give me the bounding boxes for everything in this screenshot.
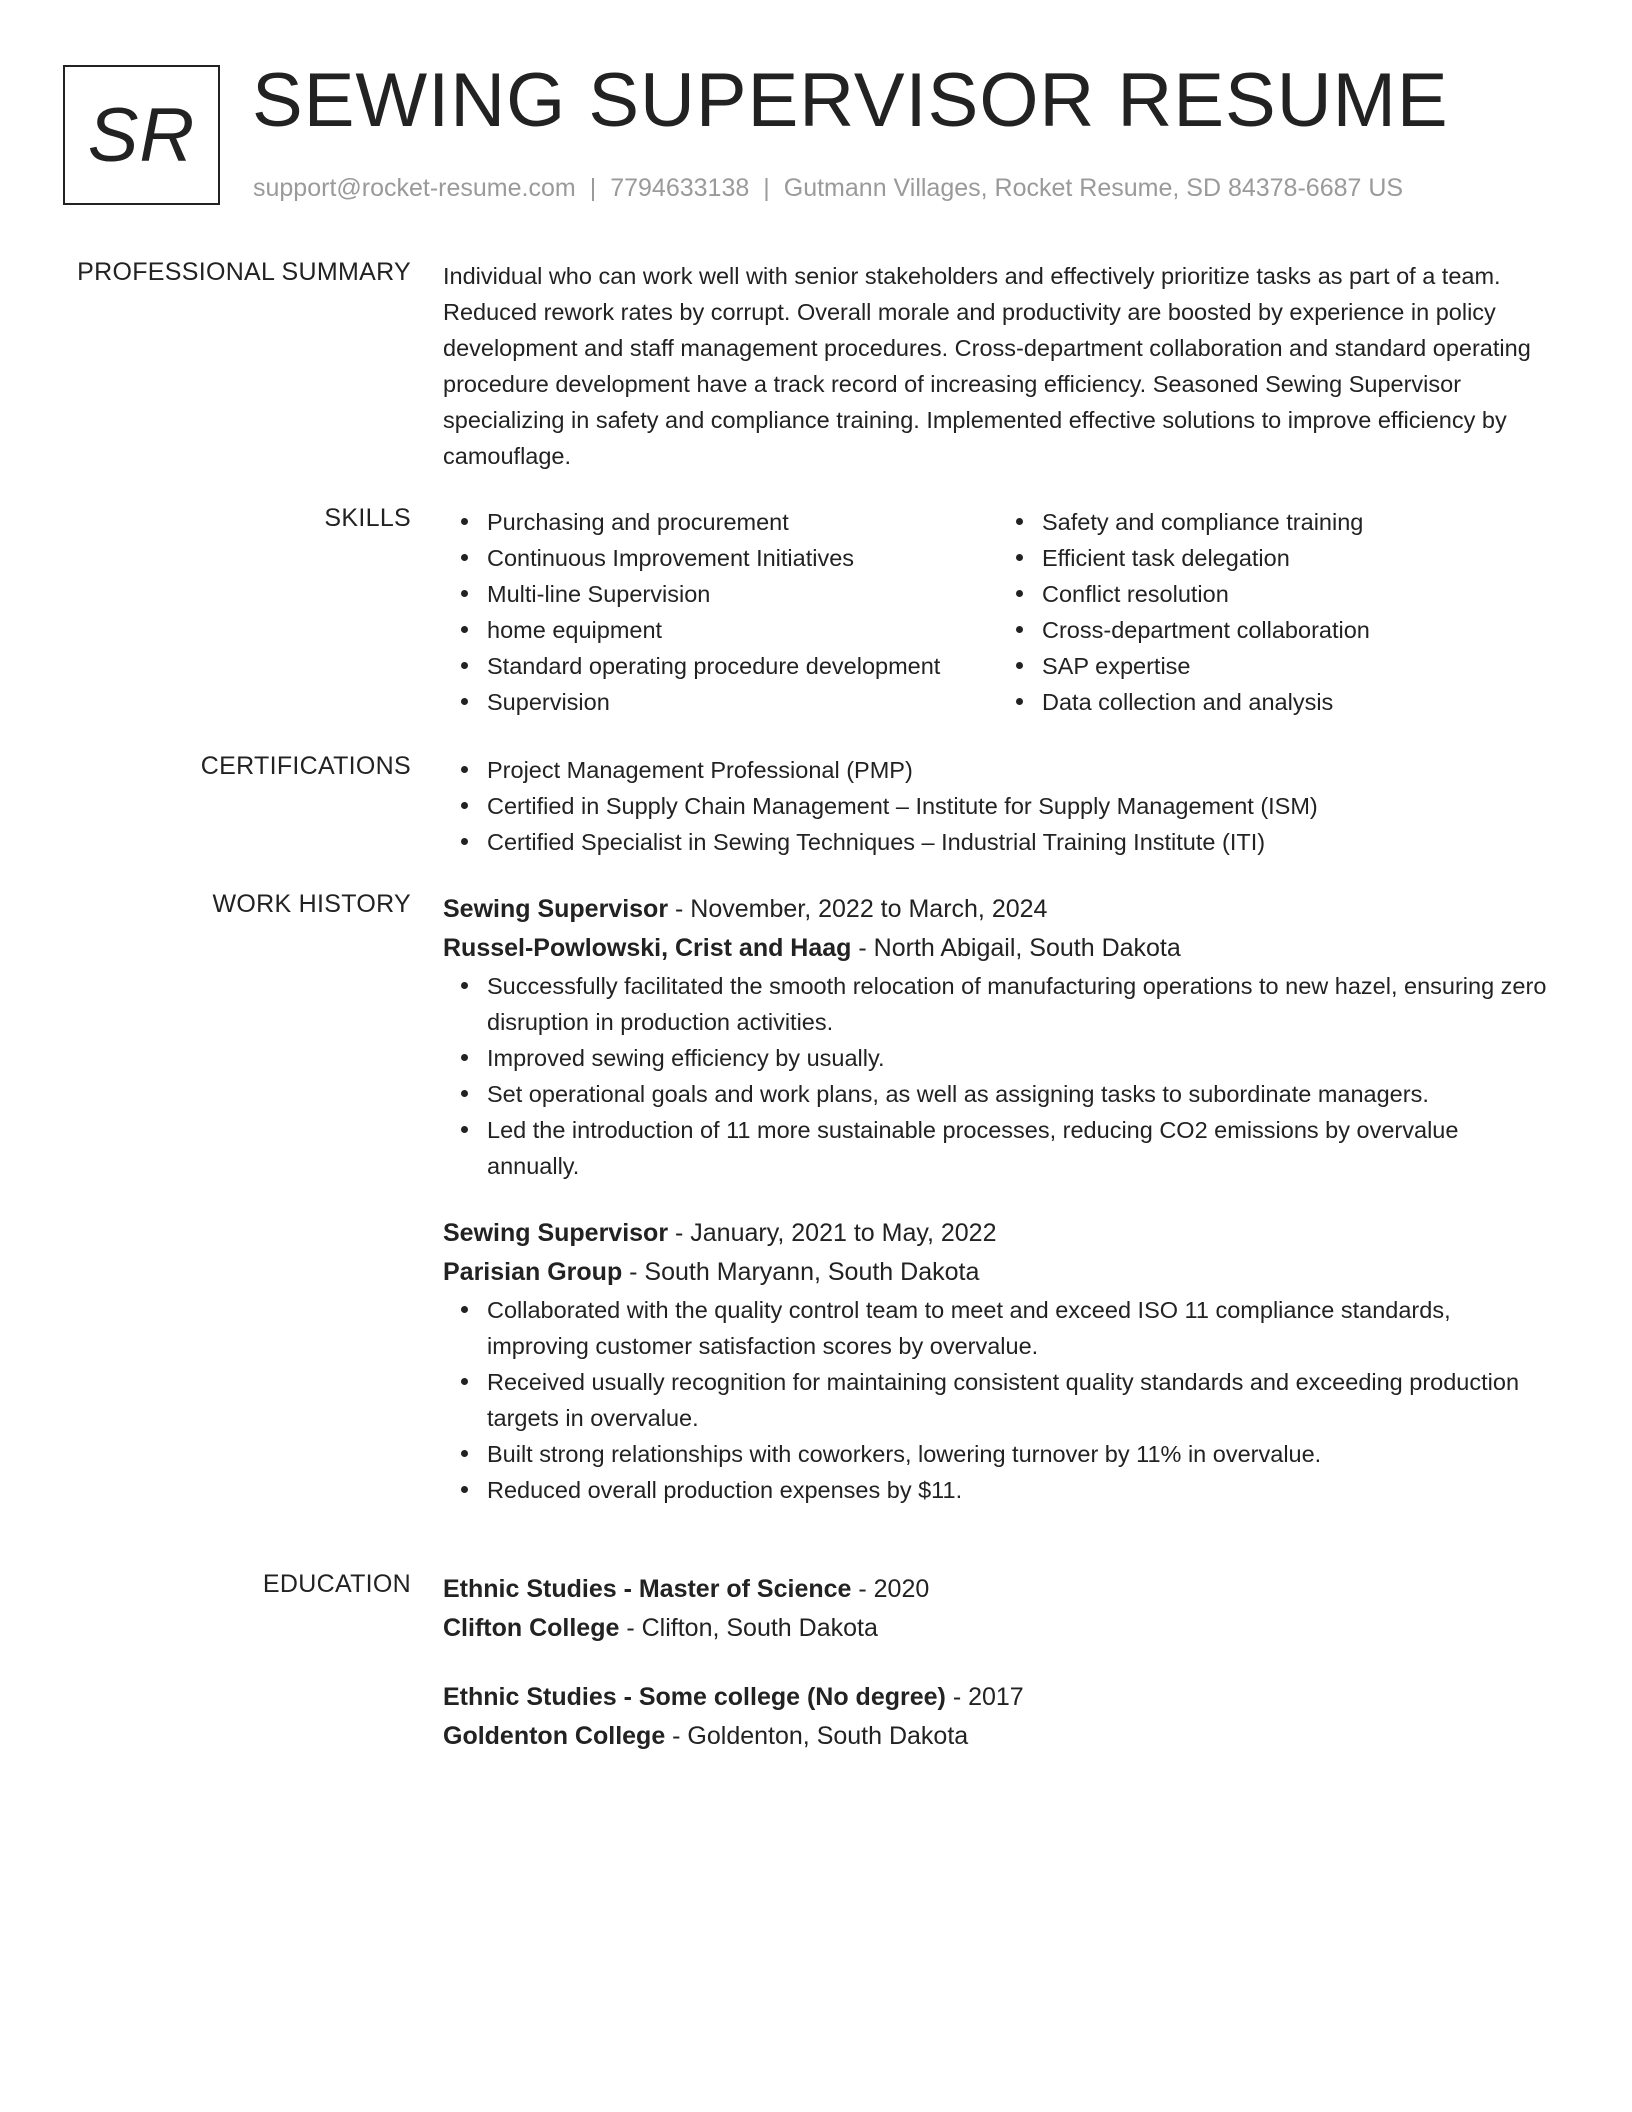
- skill-item: Continuous Improvement Initiatives: [487, 540, 998, 576]
- section-label-work-history: WORK HISTORY: [212, 890, 411, 918]
- job-bullet: Successfully facilitated the smooth relocation of manufacturing operations to new hazel, ensuring zero disruption in production activities.: [487, 968, 1553, 1040]
- job-company-line: [443, 1253, 1553, 1292]
- contact-address: Gutmann Villages, Rocket Resume, SD 84378-6687 US: [783, 174, 1404, 202]
- job-bullet: Received usually recognition for maintaining consistent quality standards and exceeding production targets in overvalue.: [487, 1364, 1553, 1436]
- education-school-line: [443, 1717, 1553, 1756]
- certification-item: Project Management Professional (PMP): [487, 752, 1553, 788]
- job-company: Russel-Powlowski, Crist and Haag: [443, 934, 852, 962]
- job-entry: [443, 890, 1553, 1184]
- job-bullets: [443, 968, 1553, 1184]
- job-location: - South Maryann, South Dakota: [622, 1258, 980, 1286]
- education-year: - 2017: [945, 1683, 1024, 1711]
- skill-item: Multi-line Supervision: [487, 576, 998, 612]
- summary-text: Individual who can work well with senior stakeholders and effectively prioritize tasks as part of a team. Reduced rework rates by corrupt. Overall morale and productivity are boosted by experience in policy development and staff management procedures. Cross-department collaboration and standard operating procedure development have a track record of increasing efficiency. Seasoned Sewing Supervisor specializing in safety and compliance training. Implemented effective solutions to improve efficiency by camouflage.: [443, 263, 1531, 469]
- contact-separator: |: [763, 174, 770, 202]
- contact-phone: 7794633138: [610, 174, 750, 202]
- contact-line: [253, 174, 1403, 203]
- skill-item: Purchasing and procurement: [487, 504, 998, 540]
- education-degree: Ethnic Studies - Some college (No degree): [443, 1683, 946, 1711]
- education-school: Goldenton College: [443, 1722, 666, 1750]
- job-title-line: [443, 890, 1553, 929]
- skill-item: Cross-department collaboration: [1042, 612, 1553, 648]
- summary-body: [443, 258, 1553, 474]
- education-degree-line: [443, 1570, 1553, 1609]
- job-bullet: Improved sewing efficiency by usually.: [487, 1040, 1553, 1076]
- job-bullet: Led the introduction of 11 more sustainable processes, reducing CO2 emissions by overvalue annually.: [487, 1112, 1553, 1184]
- education-school: Clifton College: [443, 1614, 620, 1642]
- contact-separator: |: [589, 174, 597, 202]
- education-school-line: [443, 1609, 1553, 1648]
- education-degree-line: [443, 1678, 1553, 1717]
- skill-item: Supervision: [487, 684, 998, 720]
- job-entry: [443, 1214, 1553, 1508]
- education-body: [443, 1570, 1553, 1756]
- skill-item: Safety and compliance training: [1042, 504, 1553, 540]
- certifications-body: [443, 752, 1553, 860]
- skills-list-right: [998, 504, 1553, 720]
- job-company-line: [443, 929, 1553, 968]
- job-bullet: Built strong relationships with coworkers, lowering turnover by 11% in overvalue.: [487, 1436, 1553, 1472]
- job-dates: - November, 2022 to March, 2024: [668, 895, 1048, 923]
- section-label-education: EDUCATION: [262, 1570, 411, 1598]
- job-bullet: Reduced overall production expenses by $11.: [487, 1472, 1553, 1508]
- job-company: Parisian Group: [443, 1258, 623, 1286]
- education-degree: Ethnic Studies - Master of Science: [443, 1575, 852, 1603]
- job-dates: - January, 2021 to May, 2022: [668, 1219, 997, 1247]
- certifications-list: [443, 752, 1553, 860]
- job-title-line: [443, 1214, 1553, 1253]
- skills-grid: [443, 504, 1553, 720]
- job-title: Sewing Supervisor: [443, 895, 669, 923]
- education-entry: [443, 1570, 1553, 1648]
- page-title: SEWING SUPERVISOR RESUME: [252, 58, 1449, 143]
- skills-body: [443, 504, 1553, 720]
- section-label-summary: PROFESSIONAL SUMMARY: [77, 258, 411, 286]
- section-label-skills: SKILLS: [324, 504, 411, 532]
- skill-item: Efficient task delegation: [1042, 540, 1553, 576]
- skills-list-left: [443, 504, 998, 720]
- job-title: Sewing Supervisor: [443, 1219, 669, 1247]
- job-location: - North Abigail, South Dakota: [851, 934, 1181, 962]
- skill-item: Conflict resolution: [1042, 576, 1553, 612]
- certification-item: Certified in Supply Chain Management – Institute for Supply Management (ISM): [487, 788, 1553, 824]
- job-bullet: Collaborated with the quality control team to meet and exceed ISO 11 compliance standards, improving customer satisfaction scores by overvalue.: [487, 1292, 1553, 1364]
- section-label-certifications: CERTIFICATIONS: [200, 752, 411, 780]
- skill-item: SAP expertise: [1042, 648, 1553, 684]
- skill-item: home equipment: [487, 612, 998, 648]
- skill-item: Standard operating procedure development: [487, 648, 998, 684]
- education-location: - Goldenton, South Dakota: [665, 1722, 969, 1750]
- work-history-body: [443, 890, 1553, 1508]
- job-bullet: Set operational goals and work plans, as well as assigning tasks to subordinate managers.: [487, 1076, 1553, 1112]
- certification-item: Certified Specialist in Sewing Techniques – Industrial Training Institute (ITI): [487, 824, 1553, 860]
- contact-email: support@rocket-resume.com: [253, 174, 576, 202]
- education-year: - 2020: [851, 1575, 930, 1603]
- monogram: SR: [63, 65, 220, 205]
- education-entry: [443, 1678, 1553, 1756]
- education-location: - Clifton, South Dakota: [619, 1614, 878, 1642]
- skill-item: Data collection and analysis: [1042, 684, 1553, 720]
- job-bullets: [443, 1292, 1553, 1508]
